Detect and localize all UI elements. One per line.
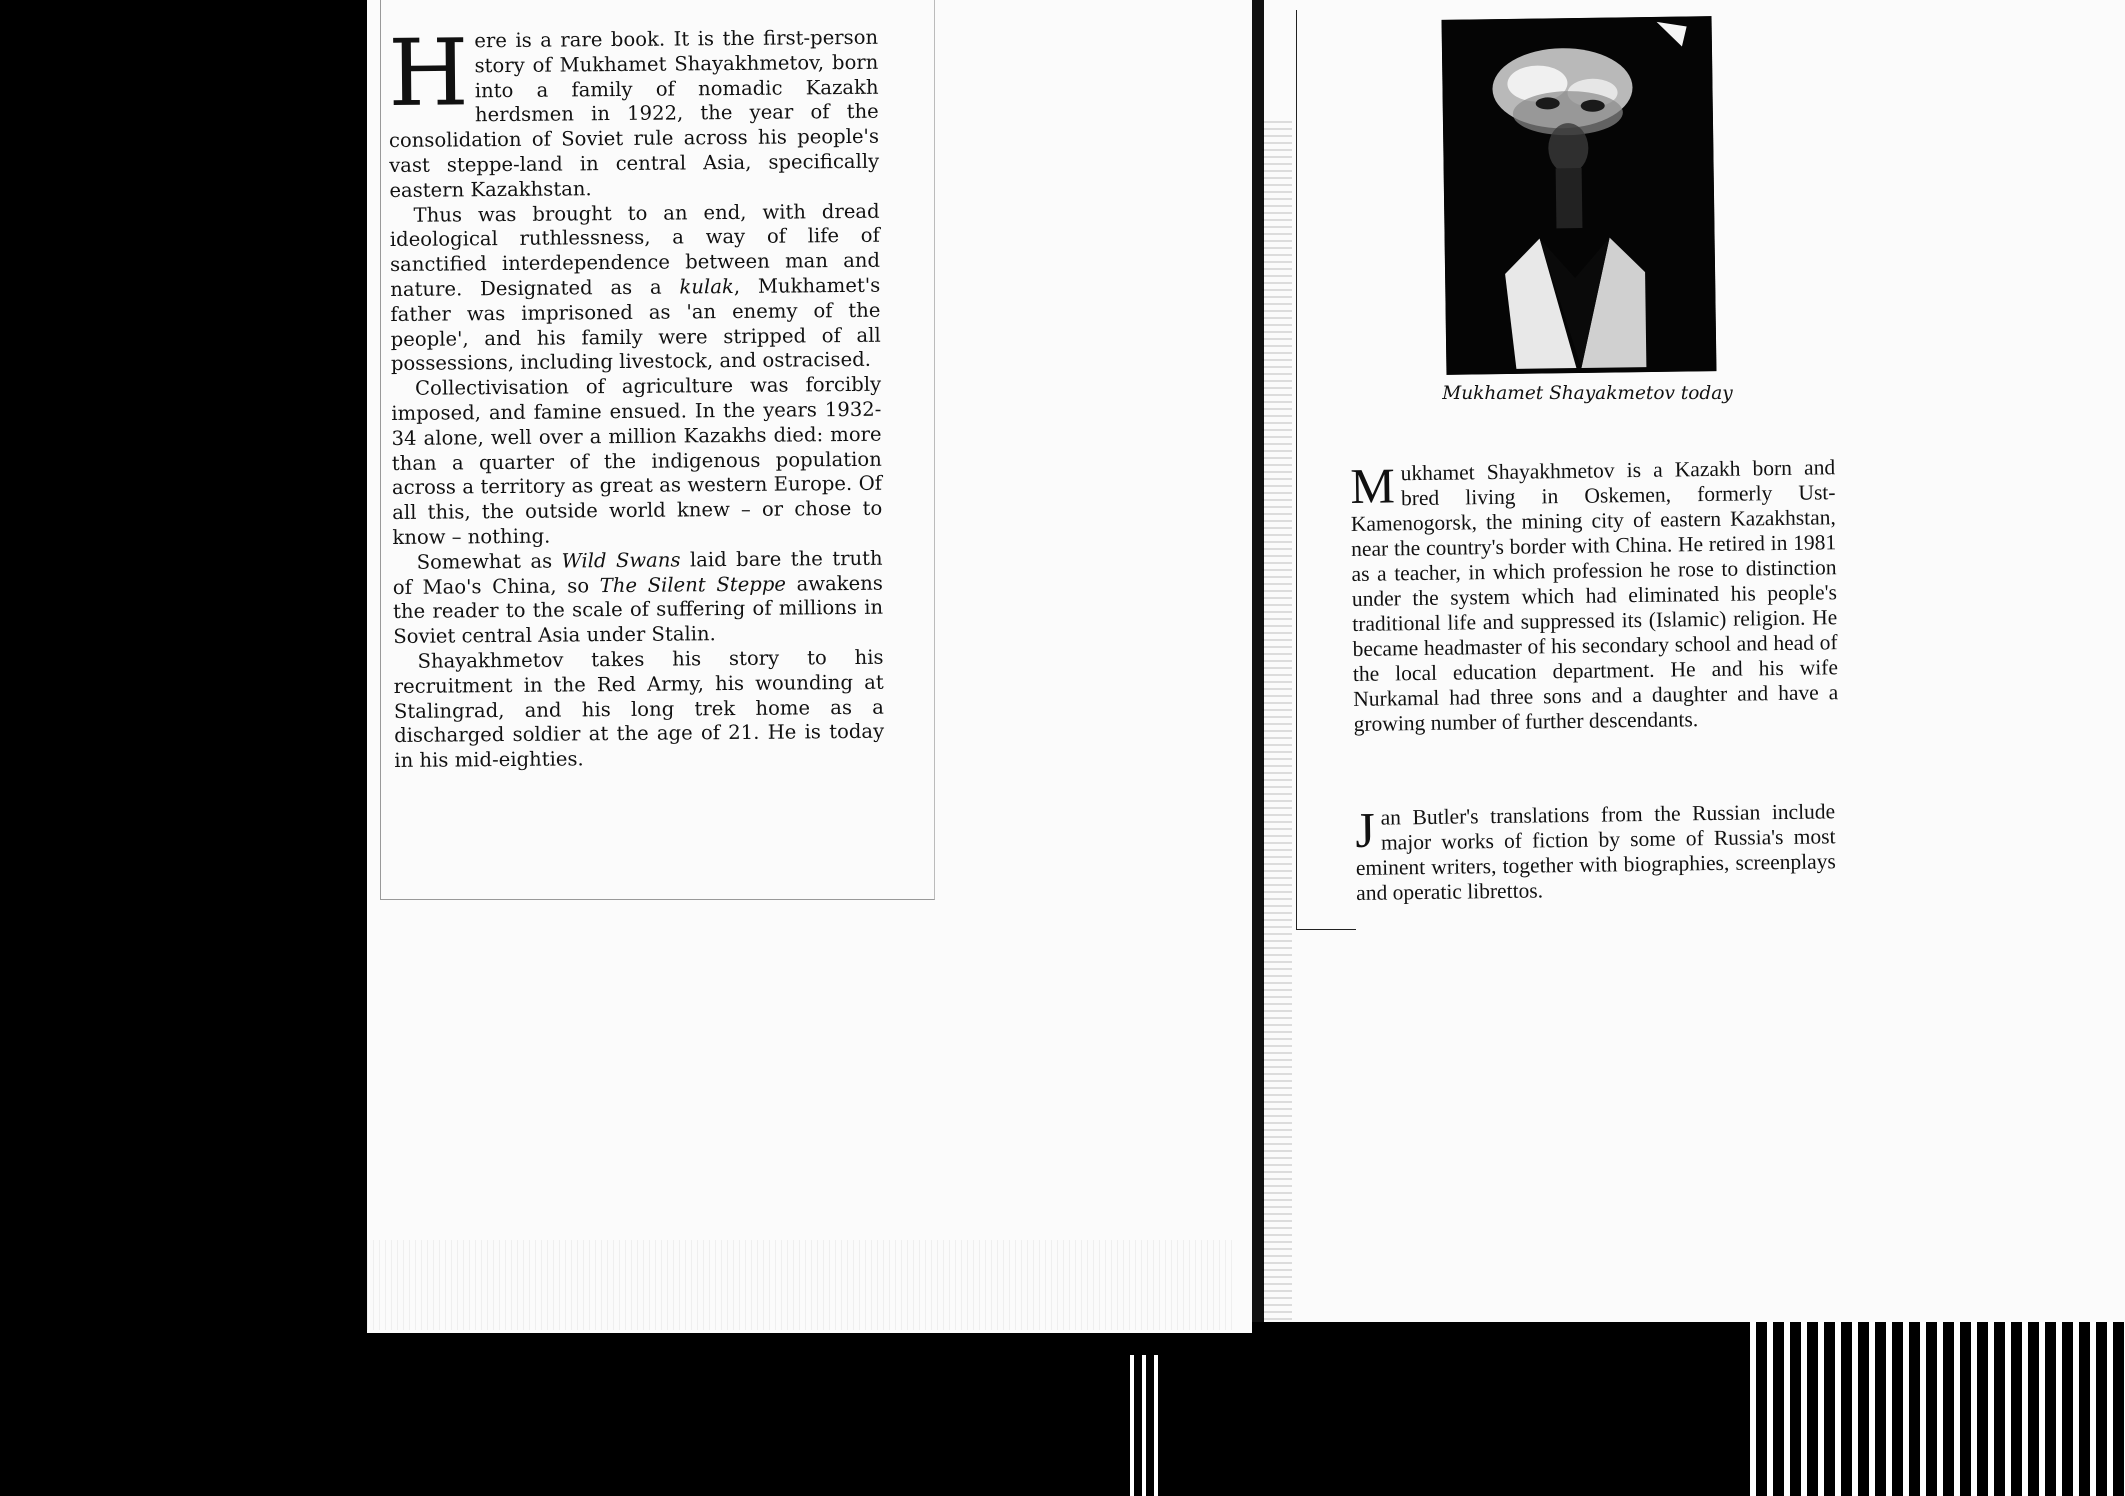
right-page-rule-bottom xyxy=(1296,929,1356,930)
blurb-p4-a: Somewhat as xyxy=(416,549,562,574)
author-portrait-image xyxy=(1442,16,1717,375)
blurb-text xyxy=(387,19,885,774)
blurb-p4-italic-2: The Silent Steppe xyxy=(599,572,787,597)
page-speckle xyxy=(367,1240,1237,1330)
translator-bio-paragraph xyxy=(1355,799,1836,906)
scan-stripe-artifact-small xyxy=(1130,1355,1160,1496)
author-bio-paragraph xyxy=(1350,455,1839,737)
dropcap-j: J xyxy=(1354,801,1376,858)
blurb-paragraph-5: Shayakhmetov takes his story to his recruitment in the Red Army, his wounding at Stalingrad, and his long trek home as a discharged soldier at the age of 21. He is today in his mid-eighties. xyxy=(393,645,885,773)
right-page-rule xyxy=(1296,10,1297,930)
blurb-paragraph-4 xyxy=(393,546,884,649)
blurb-p2-a: Thus was brought to an end, with dread ideological ruthlessness, a way of life of sanctified interdependence between man and nature. Designated as a xyxy=(389,199,881,301)
scan-stripe-artifact xyxy=(1750,1322,2125,1496)
translator-bio xyxy=(1355,799,1836,906)
author-bio xyxy=(1350,455,1839,737)
blurb-p2-italic: kulak xyxy=(679,274,734,299)
blurb-paragraph-1 xyxy=(387,19,880,204)
blurb-p4-b: laid bare the truth of Mao's China, so xyxy=(392,546,883,599)
blurb-p4-italic-1: Wild Swans xyxy=(561,548,681,573)
blurb-p1-text: ere is a rare book. It is the first-person story of Mukhamet Shayakhmetov, born into a family of nomadic Kazakh herdsmen in 1922, the year of the consolidation of Soviet rule across his people's vast steppe-land in central Asia, specifically eastern Kazakhstan. xyxy=(388,25,880,202)
dropcap-h: H xyxy=(387,19,470,127)
translator-bio-text: an Butler's translations from the Russian include major works of fiction by some of Russia's most eminent writers, together with biographies, screenplays and operatic librettos. xyxy=(1355,799,1836,905)
blurb-paragraph-3: Collectivisation of agriculture was forcibly imposed, and famine ensued. In the years 1932-34 alone, well over a million Kazakhs died: more than a quarter of the indigenous population across a territory as great as western Europe. Of all this, the outside world knew – or chose to know – nothing. xyxy=(391,372,883,549)
blurb-paragraph-2 xyxy=(390,199,881,377)
author-bio-text: ukhamet Shayakhmetov is a Kazakh born and bred living in Oskemen, formerly Ust-Kamenogorsk, the mining city of eastern Kazakhstan, near the country's border with China. He retired in 1981 as a teacher, in which profession he rose to distinction under the system which had eliminated his people's traditional life and suppressed its (Islamic) religion. He became headmaster of his secondary school and head of the local education department. He and his wife Nurkamal had three sons and a daughter and have a growing number of further descendants. xyxy=(1350,455,1839,736)
photo-caption: Mukhamet Shayakmetov today xyxy=(1442,383,1733,404)
blurb-p2-b: , Mukhamet's father was imprisoned as 'an enemy of the people', and his family were stripped of all possessions, including livestock, and ostracised. xyxy=(390,273,881,376)
author-photo xyxy=(1442,16,1717,375)
dropcap-m: M xyxy=(1349,457,1396,514)
gutter-noise xyxy=(1262,120,1292,1320)
blurb-p4-c: awakens the reader to the scale of suffering of millions in Soviet central Asia under Stalin. xyxy=(392,571,884,649)
